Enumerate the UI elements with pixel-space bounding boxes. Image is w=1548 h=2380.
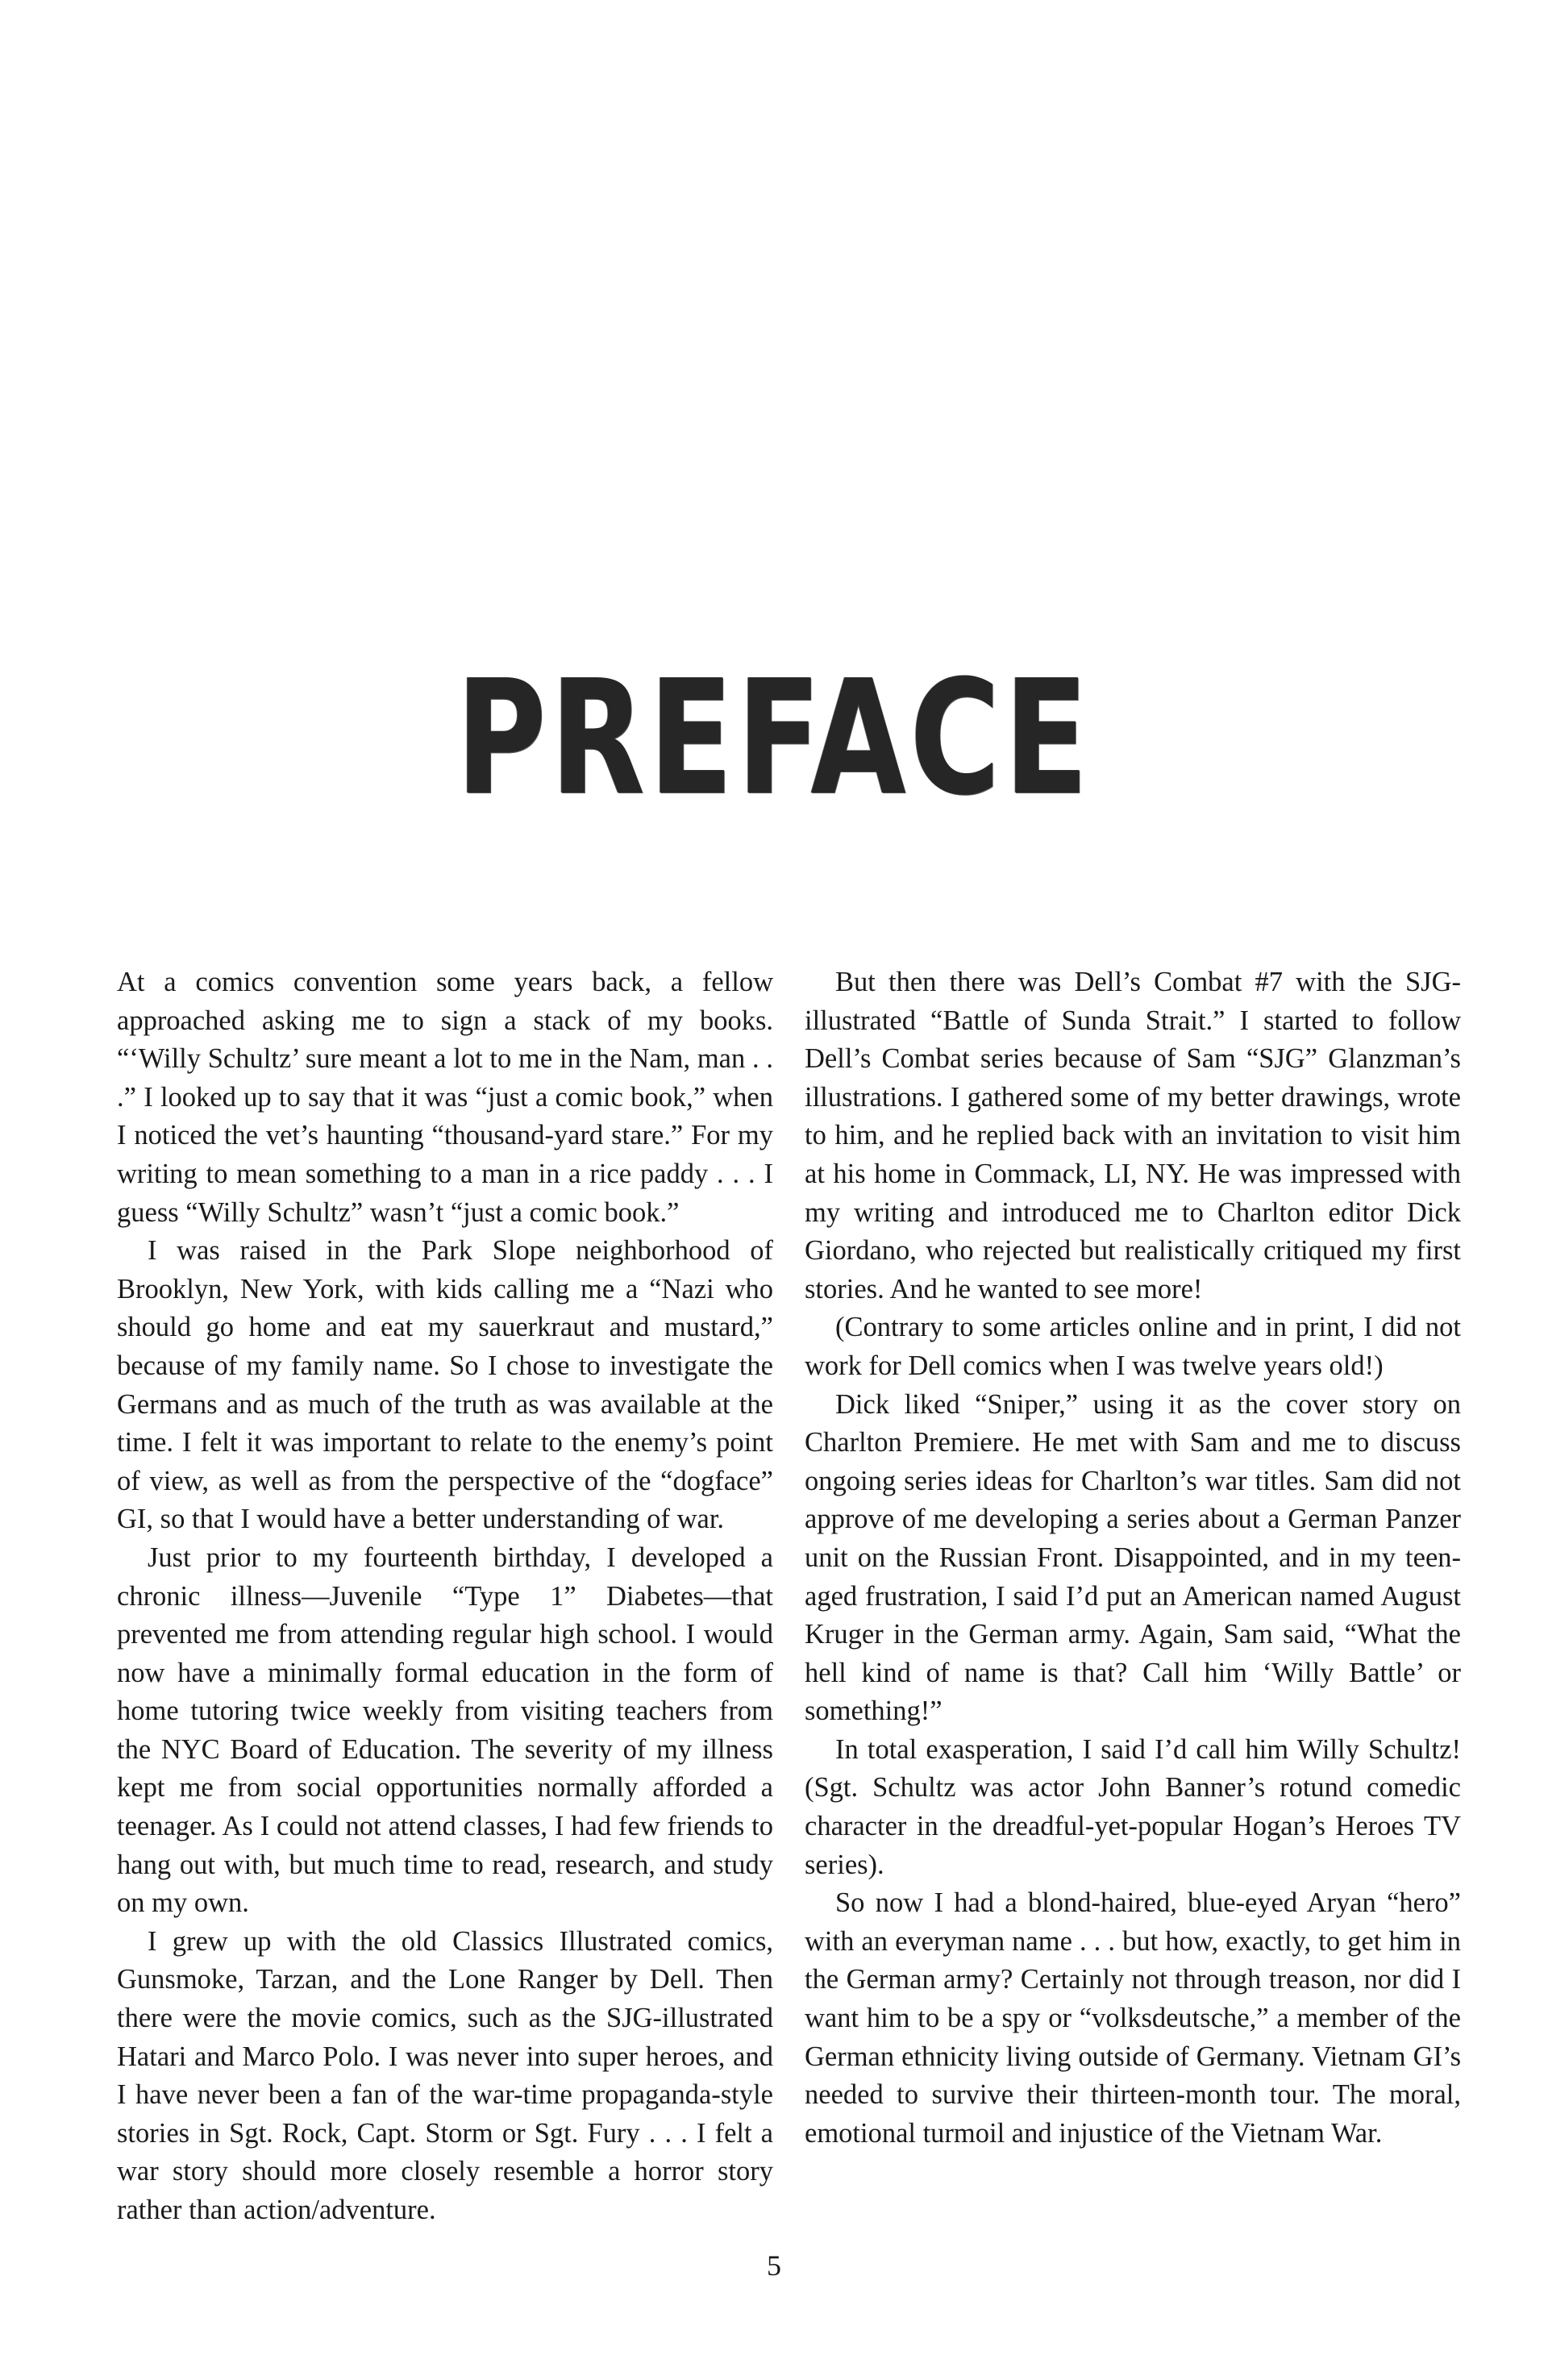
paragraph: At a comics convention some years back, a fellow approached asking me to sign a stack of my books. “‘Willy Schultz’ sure meant a lot to me in the Nam, man . . .” I looked up to say that it was “just a comic book,” when I noticed the vet’s haunting “thousand-yard stare.” For my writing to mean something to a man in a rice paddy . . . I guess “Willy Schultz” wasn’t “just a comic book.”: [117, 967, 773, 1228]
page-number: 5: [767, 2249, 781, 2282]
paragraph: So now I had a blond-haired, blue-eyed Aryan “hero” with an everyman name . . . but how, exactly, to get him in the German army? Certainly not through treason, nor did I want him to be a spy or “volksdeutsche,” a member of the German ethnicity living outside of Germany. Vietnam GI’s needed to survive their thirteen-month tour. The moral, emotional turmoil and injustice of the Vietnam War.: [805, 1887, 1461, 2149]
paragraph: Just prior to my fourteenth birthday, I developed a chronic illness—Juvenile “Type 1” Diabetes—that prevented me from attending regular high school. I would now have a minimally formal education in the form of home tutoring twice weekly from visiting teachers from the NYC Board of Education. The severity of my illness kept me from social opportunities normally afforded a teenager. As I could not attend classes, I had few friends to hang out with, but much time to read, research, and study on my own.: [117, 1542, 773, 1919]
paragraph: Dick liked “Sniper,” using it as the cover story on Charlton Premiere. He met with Sam and me to discuss ongoing series ideas for Charlton’s war titles. Sam did not approve of me developing a series about a German Panzer unit on the Russian Front. Disappointed, and in my teen-aged frustration, I said I’d put an American named August Kruger in the German army. Again, Sam said, “What the hell kind of name is that? Call him ‘Willy Battle’ or something!”: [805, 1388, 1461, 1727]
right-column: [805, 963, 1461, 2153]
page-title: PREFACE: [456, 647, 1092, 830]
paragraph: I was raised in the Park Slope neighborhood of Brooklyn, New York, with kids calling me a “Nazi who should go home and eat my sauerkraut and mustard,” because of my family name. So I chose to investigate the Germans and as much of the truth as was available at the time. I felt it was important to relate to the enemy’s point of view, as well as from the perspective of the “dogface” GI, so that I would have a better understanding of war.: [117, 1235, 773, 1535]
paragraph: But then there was Dell’s Combat #7 with the SJG-illustrated “Battle of Sunda Strait.” I started to follow Dell’s Combat series because of Sam “SJG” Glanzman’s illustrations. I gathered some of my better drawings, wrote to him, and he replied back with an invitation to visit him at his home in Commack, LI, NY. He was impressed with my writing and introduced me to Charlton editor Dick Giordano, who rejected but realistically critiqued my first stories. And he wanted to see more!: [805, 967, 1461, 1304]
left-column: [117, 963, 773, 2230]
paragraph: I grew up with the old Classics Illustrated comics, Gunsmoke, Tarzan, and the Lone Ranger by Dell. Then there were the movie comics, such as the SJG-illustrated Hatari and Marco Polo. I was never into super heroes, and I have never been a fan of the war-time propaganda-style stories in Sgt. Rock, Capt. Storm or Sgt. Fury . . . I felt a war story should more closely resemble a horror story rather than action/adventure.: [117, 1925, 773, 2225]
paragraph: (Contrary to some articles online and in print, I did not work for Dell comics when I was twelve years old!): [805, 1312, 1461, 1381]
paragraph: In total exasperation, I said I’d call him Willy Schultz! (Sgt. Schultz was actor John Banner’s rotund comedic character in the dreadful-yet-popular Hogan’s Heroes TV series).: [805, 1733, 1461, 1880]
